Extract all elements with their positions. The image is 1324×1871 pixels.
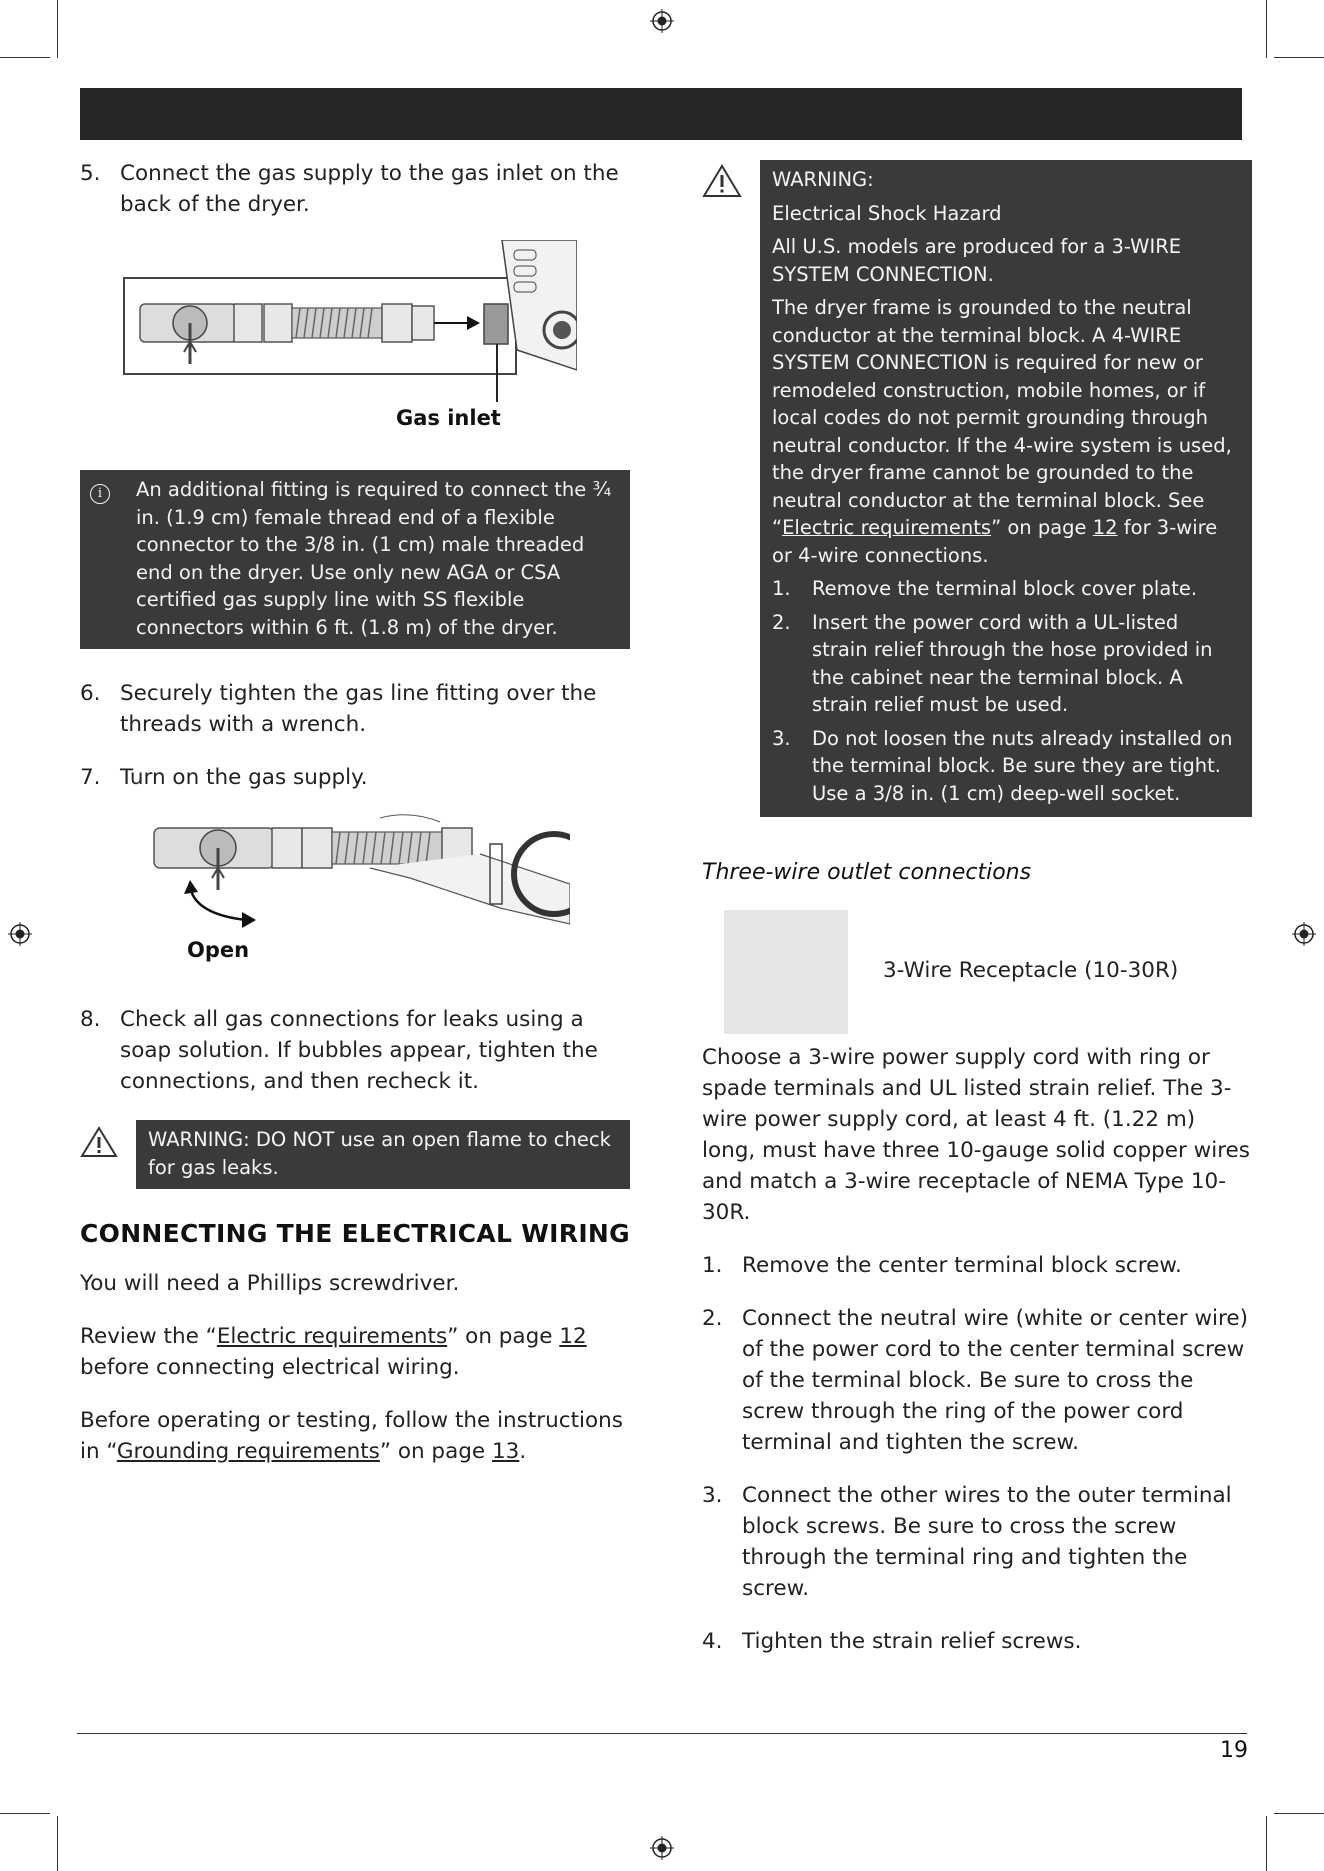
gas-inlet-figure: [122, 240, 577, 420]
page-number: 19: [1220, 1738, 1248, 1763]
info-icon: i: [90, 484, 110, 504]
receptacle-image-placeholder: [724, 910, 848, 1034]
warning-paragraph: The dryer frame is grounded to the neutral conductor at the terminal block. A 4-WIRE SYSTEM CONNECTION is required for new or remodeled construction, mobile homes, or if local codes do not permit grounding through neutral conductor. If the 4-wire system is used, the dryer frame cannot be grounded to the neutral conductor at the terminal block. See “Electric requirements” on page 12 for 3-wire or 4-wire connections.: [772, 296, 1232, 567]
left-column: [80, 158, 630, 220]
step-2: 2. Connect the neutral wire (white or center wire) of the power cord to the center terminal screw of the terminal block. Be sure to cross the screw through the ring of the power cord terminal and tighten the screw.: [702, 1306, 1249, 1455]
info-note: [80, 470, 630, 649]
warning-triangle-icon: [80, 1126, 118, 1158]
warning-paragraph: All U.S. models are produced for a 3-WIRE SYSTEM CONNECTION.: [772, 235, 1182, 286]
crop-mark: [0, 57, 50, 58]
gas-inlet-label: Gas inlet: [396, 406, 501, 430]
step-number: 5.: [80, 161, 101, 186]
crop-mark: [57, 0, 58, 58]
shock-warning: [702, 160, 1252, 817]
crop-mark: [1274, 1813, 1324, 1814]
subhead: Three-wire outlet connections: [702, 860, 1032, 885]
electric-requirements-link[interactable]: Electric requirements: [216, 1324, 448, 1349]
flame-warning-box: [136, 1120, 630, 1189]
step-3: 3. Connect the other wires to the outer terminal block screws. Be sure to cross the screw through the terminal ring and tighten the screw.: [702, 1483, 1232, 1601]
footer-rule: [77, 1733, 1247, 1734]
electric-requirements-link[interactable]: Electric requirements: [782, 516, 992, 539]
registration-mark-icon: [8, 922, 32, 946]
header-bar: [80, 88, 1242, 140]
registration-mark-icon: [650, 1836, 674, 1860]
registration-mark-icon: [1292, 922, 1316, 946]
crop-mark: [1274, 57, 1324, 58]
open-valve-figure: [150, 814, 570, 938]
warning-triangle-icon: [702, 164, 742, 198]
step-number: 7.: [80, 765, 101, 790]
step-7: [80, 762, 630, 793]
right-body: [702, 1042, 1254, 1657]
warning-step: 3. Do not loosen the nuts already installed on the terminal block. Be sure they are tight. Use a 3/8 in. (1 cm) deep-well socket.: [772, 726, 1233, 805]
shock-warning-box: [760, 160, 1252, 817]
crop-mark: [0, 1813, 50, 1814]
paragraph: You will need a Phillips screwdriver.: [80, 1271, 460, 1296]
registration-mark-icon: [650, 9, 674, 33]
warning-title: Electrical Shock Hazard: [772, 201, 1002, 225]
step-number: 6.: [80, 681, 101, 706]
page-12-link[interactable]: 12: [559, 1324, 587, 1349]
paragraph: Choose a 3-wire power supply cord with ring or spade terminals and UL listed strain relief. The 3-wire power supply cord, at least 4 ft. (1.22 m) long, must have three 10-gauge solid copper wires and match a 3-wire receptacle of NEMA Type 10-30R.: [702, 1045, 1250, 1225]
step-1: 1. Remove the center terminal block screw.: [702, 1253, 1182, 1278]
warning-label: WARNING:: [772, 168, 874, 191]
step-text: Securely tighten the gas line fitting over the threads with a wrench.: [120, 681, 597, 737]
crop-mark: [1266, 0, 1267, 58]
page-12-link[interactable]: 12: [1092, 516, 1118, 539]
step-6: [80, 678, 630, 740]
step-text: Turn on the gas supply.: [120, 765, 368, 790]
electrical-intro: [80, 1268, 630, 1467]
step-text: Check all gas connections for leaks using a soap solution. If bubbles appear, tighten the connections, and then recheck it.: [120, 1007, 598, 1094]
grounding-requirements-link[interactable]: Grounding requirements: [116, 1439, 380, 1464]
left-steps-6-7: [80, 678, 630, 793]
open-label: Open: [187, 938, 250, 962]
crop-mark: [1266, 1816, 1267, 1871]
step-8: [80, 1004, 630, 1097]
warning-text: DO NOT use an open flame to check for gas leaks.: [148, 1128, 611, 1179]
crop-mark: [57, 1816, 58, 1871]
page-13-link[interactable]: 13: [491, 1439, 520, 1464]
left-step-8: [80, 1004, 630, 1097]
paragraph: Review the “Electric requirements” on page 12 before connecting electrical wiring.: [80, 1324, 587, 1380]
warning-step: 2. Insert the power cord with a UL-listed strain relief through the hose provided in the cabinet near the terminal block. A strain relief must be used.: [772, 610, 1213, 716]
info-note-text: An additional fitting is required to connect the ¾ in. (1.9 cm) female thread end of a flexible connector to the 3/8 in. (1 cm) male threaded end on the dryer. Use only new AGA or CSA certified gas supply line with SS flexible connectors within 6 ft. (1.8 m) of the dryer.: [136, 478, 612, 639]
step-4: 4. Tighten the strain relief screws.: [702, 1629, 1082, 1654]
step-number: 8.: [80, 1007, 101, 1032]
step-5: [80, 158, 630, 220]
paragraph: Before operating or testing, follow the instructions in “Grounding requirements” on page 13.: [80, 1408, 623, 1464]
warning-step: 1. Remove the terminal block cover plate.: [772, 577, 1198, 600]
warning-label: WARNING:: [148, 1128, 250, 1151]
step-text: Connect the gas supply to the gas inlet on the back of the dryer.: [120, 161, 619, 217]
flame-warning: [80, 1120, 630, 1189]
section-title: CONNECTING THE ELECTRICAL WIRING: [80, 1219, 630, 1248]
receptacle-label: 3-Wire Receptacle (10-30R): [883, 958, 1179, 983]
